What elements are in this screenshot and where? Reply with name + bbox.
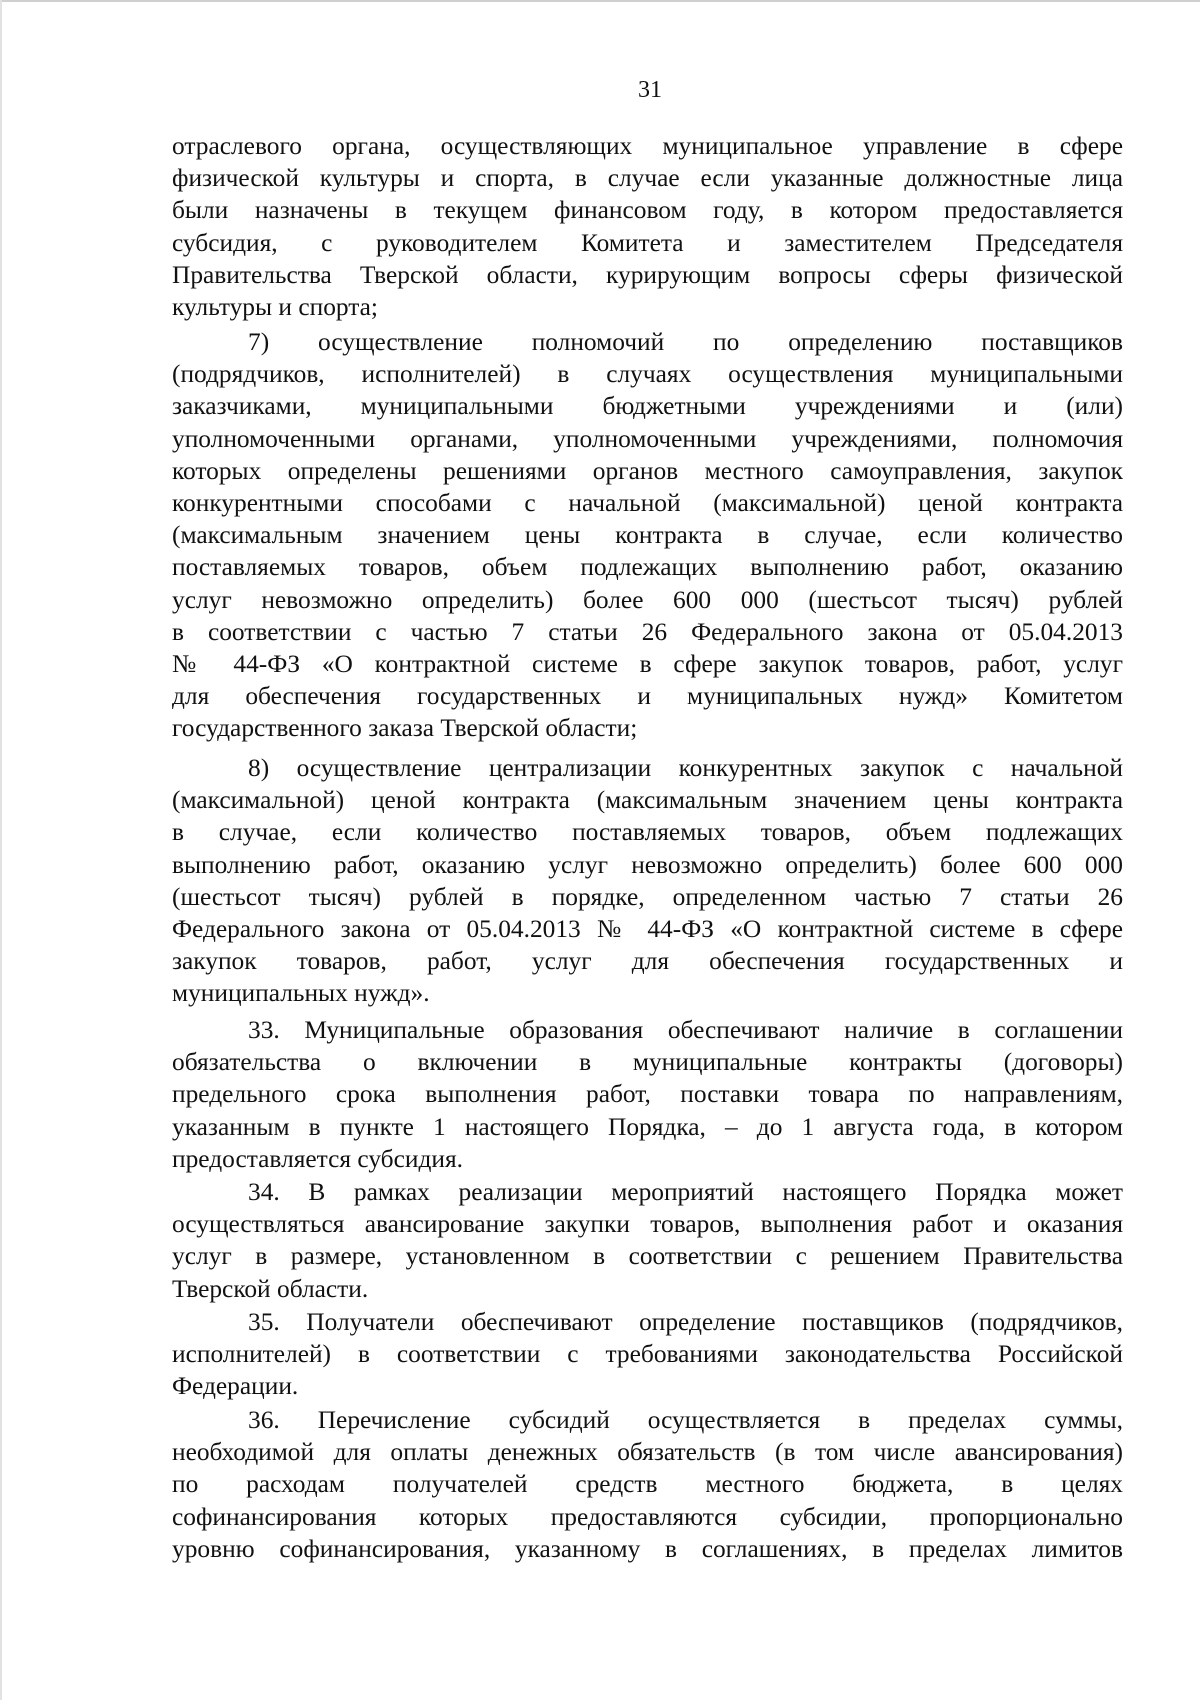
text-line: 7) осуществление полномочий по определению поставщиков — [248, 328, 1123, 356]
text-line: муниципальных нужд». — [172, 979, 430, 1008]
text-line: уровню софинансирования, указанному в соглашениях, в пределах лимитов — [172, 1534, 1123, 1563]
text-line: (шестьсот тысяч) рублей в порядке, определенном частью 7 статьи 26 — [172, 882, 1123, 911]
text-line: обязательства о включении в муниципальные контракты (договоры) — [172, 1048, 1123, 1077]
text-line: закупок товаров, работ, услуг для обеспечения государственных и — [172, 947, 1123, 976]
text-line: Федерального закона от 05.04.2013 № 44-ФЗ «О контрактной системе в сфере — [172, 914, 1123, 943]
scan-edge-left — [0, 0, 2, 1700]
text-line: (подрядчиков, исполнителей) в случаях осуществления муниципальными — [172, 360, 1123, 389]
text-line: исполнителей) в соответствии с требованиями законодательства Российской — [172, 1340, 1123, 1369]
text-line: культуры и спорта; — [172, 292, 378, 321]
paragraph-36 — [172, 1404, 1123, 1565]
text-line: поставляемых товаров, объем подлежащих выполнению работ, оказанию — [172, 553, 1123, 582]
text-line: предоставляется субсидия. — [172, 1144, 463, 1173]
text-line: услуг невозможно определить) более 600 000 (шестьсот тысяч) рублей — [172, 585, 1123, 614]
text-line: конкурентными способами с начальной (максимальной) ценой контракта — [172, 488, 1123, 517]
text-line: осуществляться авансирование закупки товаров, выполнения работ и оказания — [172, 1210, 1123, 1239]
text-line: софинансирования которых предоставляются субсидии, пропорционально — [172, 1502, 1123, 1531]
text-line: 8) осуществление централизации конкурентных закупок с начальной — [248, 754, 1123, 782]
text-line: № 44-ФЗ «О контрактной системе в сфере закупок товаров, работ, услуг — [172, 649, 1123, 678]
text-line: необходимой для оплаты денежных обязательств (в том числе авансирования) — [172, 1438, 1123, 1467]
text-line: субсидия, с руководителем Комитета и заместителем Председателя — [172, 228, 1123, 257]
page-number-text: 31 — [638, 77, 662, 103]
paragraph-34 — [172, 1176, 1123, 1305]
paragraph-item-7 — [172, 326, 1123, 744]
text-line: государственного заказа Тверской области; — [172, 714, 638, 743]
paragraph-33 — [172, 1014, 1123, 1175]
text-line: 33. Муниципальные образования обеспечивают наличие в соглашении — [248, 1016, 1123, 1044]
text-line: указанным в пункте 1 настоящего Порядка, – до 1 августа года, в котором — [172, 1112, 1123, 1141]
text-line: заказчиками, муниципальными бюджетными учреждениями и (или) — [172, 392, 1123, 421]
text-line: Правительства Тверской области, курирующим вопросы сферы физической — [172, 260, 1123, 289]
text-line: были назначены в текущем финансовом году, в котором предоставляется — [172, 196, 1123, 225]
paragraph-item-8 — [172, 752, 1123, 1010]
text-line: которых определены решениями органов местного самоуправления, закупок — [172, 456, 1123, 485]
text-line: 34. В рамках реализации мероприятий настоящего Порядка может — [248, 1178, 1123, 1206]
text-line: выполнению работ, оказанию услуг невозможно определить) более 600 000 — [172, 850, 1123, 879]
text-line: в случае, если количество поставляемых товаров, объем подлежащих — [172, 818, 1123, 847]
page-number — [0, 76, 1200, 104]
text-line: уполномоченными органами, уполномоченными учреждениями, полномочия — [172, 424, 1123, 453]
text-line: предельного срока выполнения работ, поставки товара по направлениям, — [172, 1080, 1123, 1109]
text-line: для обеспечения государственных и муниципальных нужд» Комитетом — [172, 682, 1123, 711]
text-line: (максимальным значением цены контракта в случае, если количество — [172, 521, 1123, 550]
text-line: услуг в размере, установленном в соответствии с решением Правительства — [172, 1242, 1123, 1271]
text-line: по расходам получателей средств местного бюджета, в целях — [172, 1470, 1123, 1499]
text-line: отраслевого органа, осуществляющих муниципальное управление в сфере — [172, 132, 1123, 160]
scan-edge-top — [0, 0, 1200, 2]
text-line: Федерации. — [172, 1372, 299, 1401]
text-line: (максимальной) ценой контракта (максимальным значением цены контракта — [172, 786, 1123, 815]
text-line: Тверской области. — [172, 1274, 369, 1303]
paragraph-35 — [172, 1306, 1123, 1403]
paragraph-continuation — [172, 130, 1123, 323]
text-line: 35. Получатели обеспечивают определение поставщиков (подрядчиков, — [248, 1308, 1123, 1336]
text-line: 36. Перечисление субсидий осуществляется в пределах суммы, — [248, 1406, 1123, 1434]
text-line: физической культуры и спорта, в случае если указанные должностные лица — [172, 164, 1123, 193]
text-line: в соответствии с частью 7 статьи 26 Федерального закона от 05.04.2013 — [172, 617, 1123, 646]
